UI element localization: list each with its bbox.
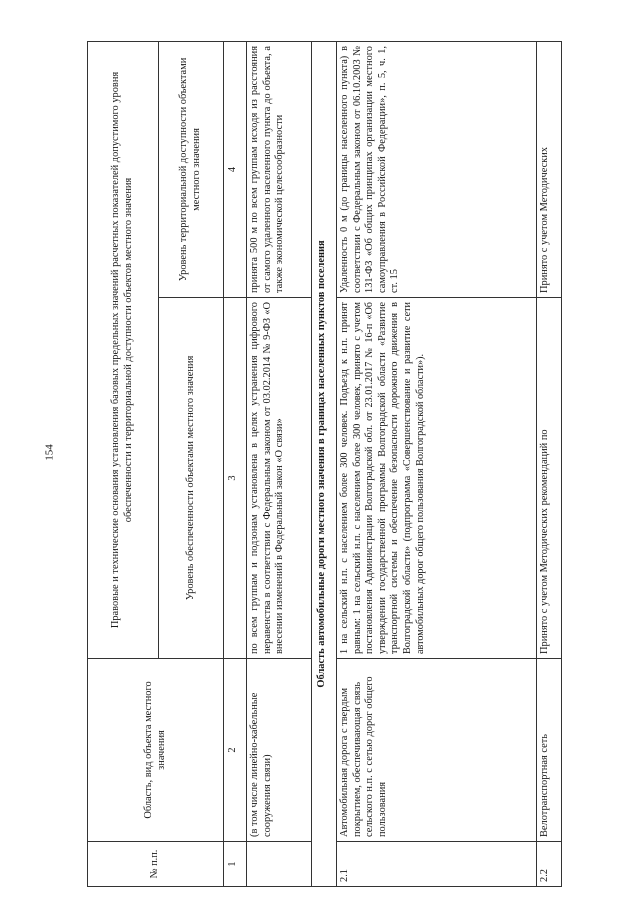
column-number: 2 bbox=[224, 659, 247, 842]
row-area: (в том числе линейно-кабельные сооружения связи) bbox=[247, 659, 312, 842]
row-area: Велотранспортная сеть bbox=[537, 659, 562, 842]
section-title: Область автомобильные дороги местного значения в границах населенных пунктов поселения bbox=[312, 42, 337, 887]
row-accessibility: Удаленность 0 м (до границы населенного пункта) в соответствии с Федеральным законом от 06.10.2003 № 131-ФЗ «Об общих принципах организации местного самоуправления в Российской Федерации», п. 5, ч. 1, ст. 15 bbox=[337, 42, 537, 298]
header-provision: Уровень обеспеченности объектами местного значения bbox=[159, 298, 224, 659]
table-row bbox=[337, 42, 537, 887]
row-accessibility: принята 500 м по всем группам исходя из расстояния от самого удаленного населенного пункта до объекта, а также экономической целесообразности bbox=[247, 42, 312, 298]
row-num: 2.2 bbox=[537, 842, 562, 887]
table-row bbox=[537, 42, 562, 887]
table-row bbox=[247, 42, 312, 887]
column-number: 4 bbox=[224, 42, 247, 298]
header-area: Область, вид объекта местного значения bbox=[88, 659, 224, 842]
section-row bbox=[312, 42, 337, 887]
rotated-table-sheet bbox=[87, 42, 562, 887]
header-num: № п.п. bbox=[88, 842, 224, 887]
row-provision: Принято с учетом Методических рекомендаций по bbox=[537, 298, 562, 659]
row-num: 2.1 bbox=[337, 842, 537, 887]
column-number-row bbox=[224, 42, 247, 887]
header-group: Правовые и технические основания установления базовых предельных значений расчетных показателей допустимого уровня обеспеченности и территориальной доступности объектов местного значения bbox=[88, 42, 159, 659]
row-num bbox=[247, 842, 312, 887]
table-header-row bbox=[88, 42, 159, 887]
row-accessibility: Принято с учетом Методических bbox=[537, 42, 562, 298]
standards-table bbox=[87, 41, 562, 887]
row-area: Автомобильная дорога с твердым покрытием, обеспечивающая связь сельского н.п. с сетью дорог общего пользования bbox=[337, 659, 537, 842]
page-number: 154 bbox=[43, 444, 56, 461]
column-number: 3 bbox=[224, 298, 247, 659]
header-accessibility: Уровень территориальной доступности объектами местного значения bbox=[159, 42, 224, 298]
column-number: 1 bbox=[224, 842, 247, 887]
row-provision: 1 на сельский н.п. с населением более 300 человек. Подъезд к н.п. принят равным: 1 на сельский н.п. с населением более 300 человек, принято с учетом постановления Администрации Волгоградской обл. от 23.01.2017 № 16-п «Об утверждении государственной программы Волгоградской области «Развитие транспортной системы и обеспечение безопасности дорожного движения в Волгоградской области» (подпрограмма «Совершенствование и развитие сети автомобильных дорог общего пользования Волгоградской области»). bbox=[337, 298, 537, 659]
row-provision: по всем группам и подзонам установлена в целях устранения цифрового неравенства в соответствии с Федеральным законом от 03.02.2014 № 9-ФЗ «О внесении изменений в Федеральный закон «О связи» bbox=[247, 298, 312, 659]
